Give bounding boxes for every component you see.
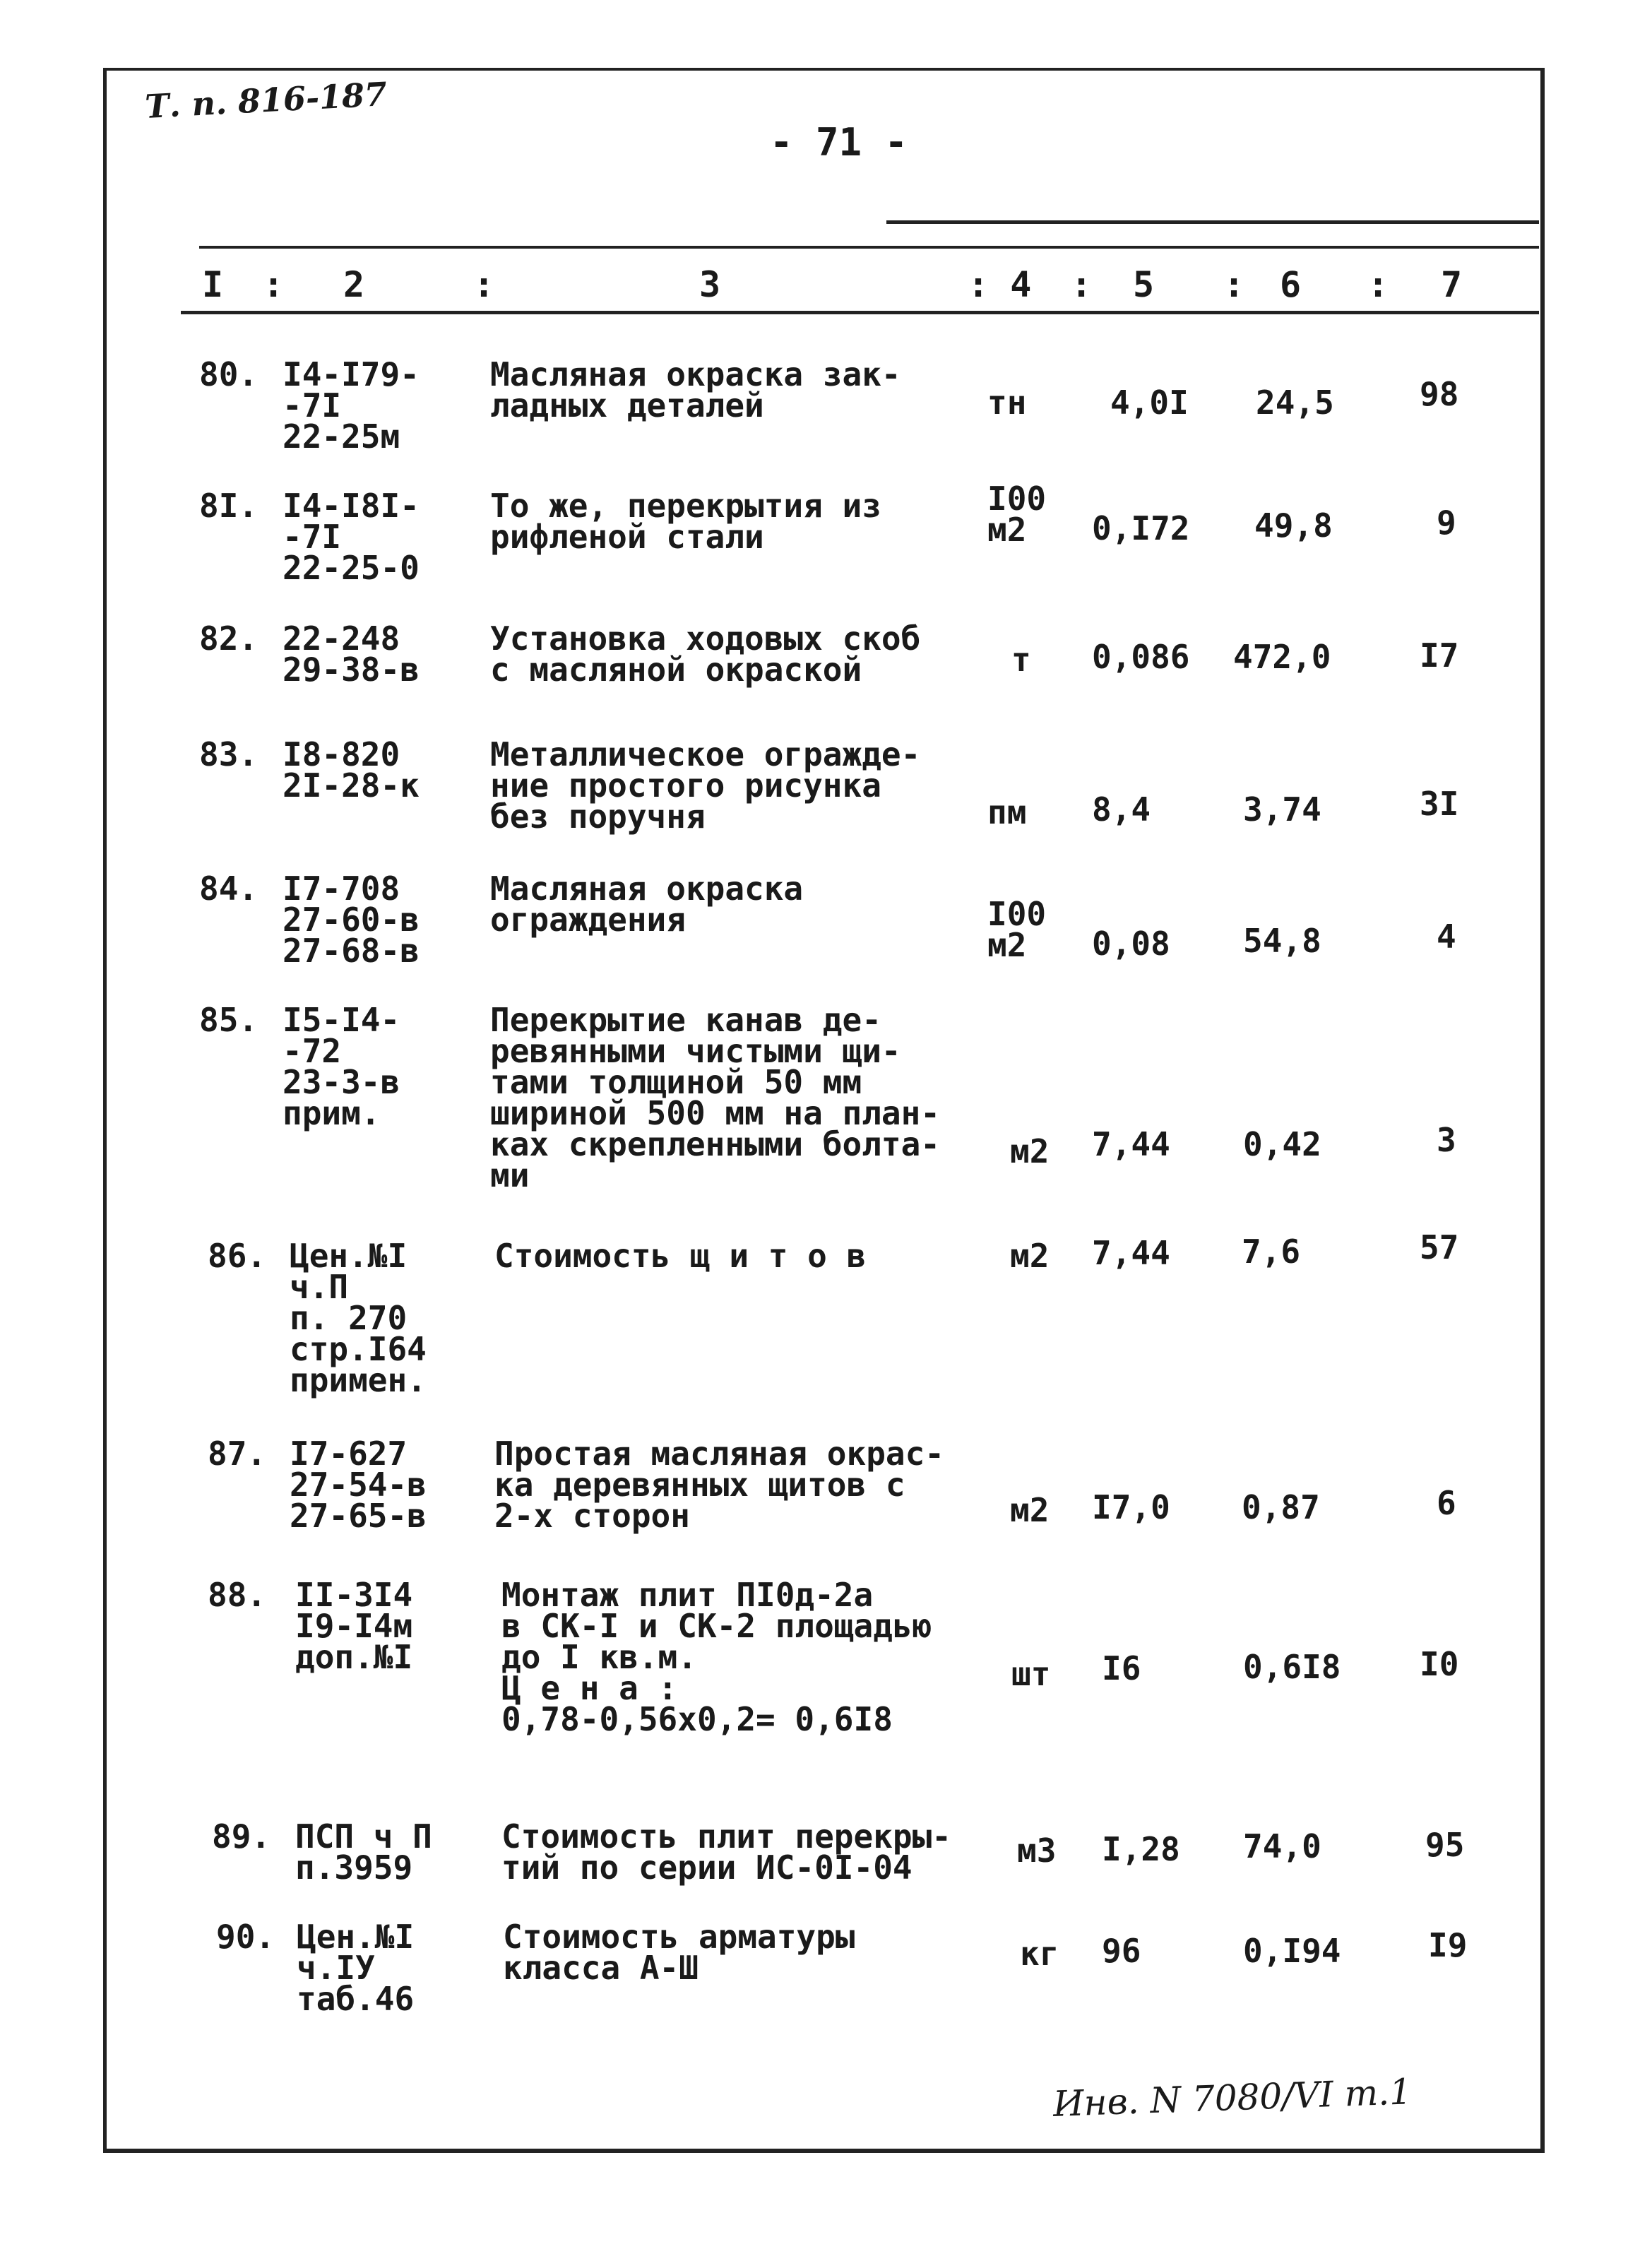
row-description: Металлическое огражде- ние простого рисунка без поручня bbox=[490, 735, 921, 836]
col-header-3: 3 bbox=[699, 264, 721, 305]
col-header-6: 6 bbox=[1280, 264, 1302, 305]
row-unit: пм bbox=[987, 793, 1027, 831]
row-quantity: 0,086 bbox=[1092, 638, 1190, 676]
col-header-7: 7 bbox=[1441, 264, 1463, 305]
header-rule bbox=[886, 220, 1539, 224]
row-code: I7-708 27-60-в 27-68-в bbox=[283, 869, 420, 970]
row-quantity: 0,08 bbox=[1092, 925, 1170, 963]
col-header-1: I bbox=[202, 264, 224, 305]
row-total: I9 bbox=[1428, 1926, 1468, 1964]
col-sep: : bbox=[1071, 264, 1093, 305]
row-total: 3 bbox=[1437, 1121, 1456, 1159]
row-number: 87. bbox=[208, 1435, 267, 1473]
row-unit: шт bbox=[1011, 1655, 1051, 1693]
row-number: 84. bbox=[199, 869, 259, 908]
col-sep: : bbox=[263, 264, 285, 305]
row-total: 57 bbox=[1420, 1228, 1459, 1266]
row-unit: кг bbox=[1020, 1935, 1059, 1973]
row-code: Цен.№I ч.IУ таб.46 bbox=[297, 1918, 415, 2018]
row-price: 0,6I8 bbox=[1243, 1648, 1341, 1686]
row-quantity: 7,44 bbox=[1092, 1234, 1170, 1272]
page-number: - 71 - bbox=[770, 120, 908, 165]
row-total: 4 bbox=[1437, 918, 1456, 956]
row-number: 83. bbox=[199, 735, 259, 773]
row-total: 9 bbox=[1437, 504, 1456, 542]
row-code: I5-I4- -72 23-3-в прим. bbox=[283, 1001, 400, 1132]
row-unit: м2 bbox=[1010, 1132, 1050, 1170]
row-description: Стоимость арматуры класса А-Ш bbox=[503, 1918, 855, 1987]
row-total: 98 bbox=[1420, 375, 1459, 413]
row-number: 80. bbox=[199, 355, 259, 393]
row-price: 54,8 bbox=[1243, 922, 1321, 960]
row-unit: м2 bbox=[1010, 1491, 1050, 1529]
row-description: Установка ходовых скоб с масляной окраской bbox=[490, 619, 921, 689]
row-price: 49,8 bbox=[1254, 506, 1333, 545]
row-code: I7-627 27-54-в 27-65-в bbox=[290, 1435, 427, 1535]
col-header-5: 5 bbox=[1133, 264, 1155, 305]
row-number: 90. bbox=[216, 1918, 275, 1956]
row-total: I0 bbox=[1420, 1645, 1459, 1683]
row-quantity: 96 bbox=[1102, 1932, 1141, 1970]
inventory-number: Инв. N 7080/VI т.1 bbox=[1052, 2071, 1413, 2125]
col-header-4: : 4 bbox=[968, 264, 1032, 305]
row-quantity: 8,4 bbox=[1092, 790, 1151, 829]
row-quantity: 4,0I bbox=[1110, 384, 1189, 422]
row-number: 86. bbox=[208, 1237, 267, 1275]
row-unit: тн bbox=[987, 384, 1027, 422]
row-quantity: I7,0 bbox=[1092, 1488, 1170, 1526]
row-total: 3I bbox=[1420, 785, 1459, 823]
row-quantity: I6 bbox=[1102, 1649, 1141, 1687]
row-number: 85. bbox=[199, 1001, 259, 1039]
row-number: 8I. bbox=[199, 487, 259, 525]
row-total: 95 bbox=[1425, 1826, 1465, 1864]
table-top-rule bbox=[199, 246, 1539, 249]
row-description: Перекрытие канав де- ревянными чистыми щи- тами толщиной 50 мм шириной 500 мм на план- ках скрепленными болта- ми bbox=[490, 1001, 940, 1194]
document-stamp: Т. п. 816-187 bbox=[144, 75, 388, 126]
row-price: 3,74 bbox=[1243, 790, 1321, 829]
row-quantity: 0,I72 bbox=[1092, 509, 1190, 547]
row-number: 88. bbox=[208, 1576, 267, 1614]
row-number: 82. bbox=[199, 619, 259, 658]
row-code: I4-I8I- -7I 22-25-0 bbox=[283, 487, 420, 587]
header-bottom-rule bbox=[181, 311, 1539, 314]
row-price: 0,I94 bbox=[1243, 1932, 1341, 1970]
row-code: I8-820 2I-28-к bbox=[283, 735, 420, 805]
row-price: 0,87 bbox=[1242, 1488, 1320, 1526]
row-quantity: I,28 bbox=[1102, 1830, 1180, 1868]
row-total: I7 bbox=[1420, 636, 1459, 675]
row-code: I4-I79- -7I 22-25м bbox=[283, 355, 420, 456]
row-unit: м2 bbox=[1010, 1237, 1050, 1275]
row-description: Масляная окраска ограждения bbox=[490, 869, 804, 939]
row-price: 24,5 bbox=[1256, 384, 1334, 422]
row-price: 472,0 bbox=[1233, 638, 1331, 676]
row-code: 22-248 29-38-в bbox=[283, 619, 420, 689]
row-number: 89. bbox=[212, 1817, 271, 1856]
row-unit: I00 м2 bbox=[987, 895, 1047, 964]
row-description: Стоимость щ и т о в bbox=[494, 1237, 867, 1275]
row-unit: м3 bbox=[1017, 1832, 1057, 1870]
col-sep: : bbox=[1367, 264, 1389, 305]
row-description: Стоимость плит перекры- тий по серии ИС-0I-04 bbox=[501, 1817, 951, 1887]
row-unit: т bbox=[1011, 641, 1031, 679]
col-sep: : bbox=[473, 264, 495, 305]
row-price: 74,0 bbox=[1243, 1827, 1321, 1865]
row-code: II-3I4 I9-I4м доп.№I bbox=[295, 1576, 413, 1676]
row-quantity: 7,44 bbox=[1092, 1125, 1170, 1163]
row-price: 0,42 bbox=[1243, 1125, 1321, 1163]
row-description: Монтаж плит ПI0д-2а в СК-I и СК-2 площадью до I кв.м. Ц е н а : 0,78-0,56х0,2= 0,6I8 bbox=[501, 1576, 932, 1738]
col-sep: : bbox=[1223, 264, 1245, 305]
row-total: 6 bbox=[1437, 1484, 1456, 1522]
row-code: Цен.№I ч.П п. 270 стр.I64 примен. bbox=[290, 1237, 427, 1399]
row-unit: I00 м2 bbox=[987, 480, 1047, 549]
row-description: Масляная окраска зак- ладных деталей bbox=[490, 355, 901, 425]
row-code: ПСП ч П п.3959 bbox=[295, 1817, 432, 1887]
row-description: То же, перекрытия из рифленой стали bbox=[490, 487, 881, 556]
row-description: Простая масляная окрас- ка деревянных щитов с 2-х сторон bbox=[494, 1435, 944, 1535]
col-header-2: 2 bbox=[343, 264, 365, 305]
row-price: 7,6 bbox=[1242, 1233, 1301, 1271]
